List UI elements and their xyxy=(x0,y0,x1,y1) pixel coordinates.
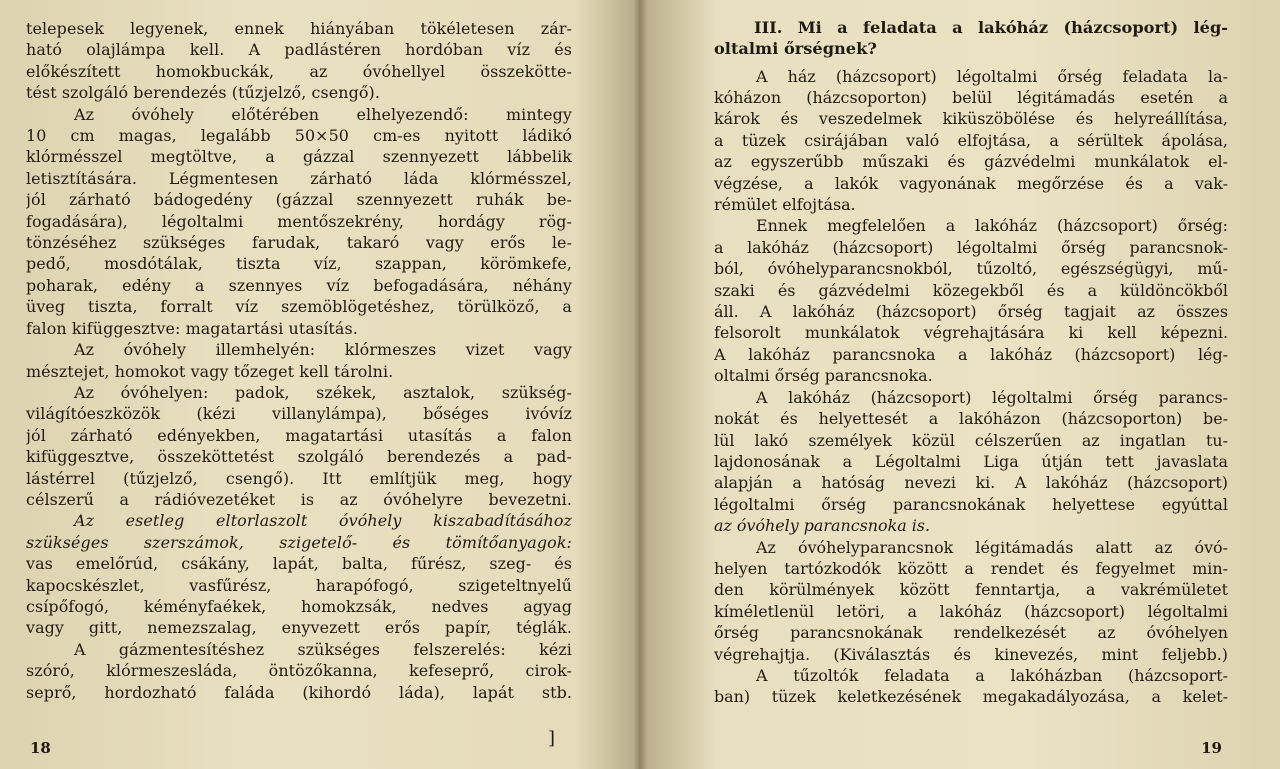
text-line: klórmésszel megtöltve, a gázzal szennyezett lábbelik xyxy=(26,147,572,167)
text-line: előkészített homokbuckák, az óvóhellyel összekötte- xyxy=(26,61,572,81)
text-line: letisztítására. Légmentesen zárható láda klórmésszel, xyxy=(26,168,572,188)
text-line: tönzéséhez szükséges farudak, takaró vagy erős le- xyxy=(26,233,572,253)
text-line: szaki és gázvédelmi közegekből és a küldöncökből xyxy=(714,280,1228,300)
text-line: alapján a hatóság nevezi ki. A lakóház (házcsoport) xyxy=(714,473,1228,493)
text-line: A tűzoltók feladata a lakóházban (házcsoport- xyxy=(756,665,1228,685)
page-number: 19 xyxy=(1201,739,1222,757)
text-line: poharak, edény a szennyes víz befogadására, néhány xyxy=(26,275,572,295)
text-line: a tüzek csirájában való elfojtása, a sérültek ápolása, xyxy=(714,130,1228,150)
text-line: Az óvóhelyen: padok, székek, asztalok, szükség- xyxy=(74,382,572,402)
text-line: szükséges szerszámok, szigetelő- és tömítőanyagok: xyxy=(26,532,572,552)
text-line: oltalmi őrség parancsnoka. xyxy=(714,366,933,386)
text-line: ból, óvóhelyparancsnokból, tűzoltó, egészségügyi, mű- xyxy=(714,259,1228,279)
text-line: den körülmények között fenntartja, a vakrémületet xyxy=(714,580,1228,600)
text-line: ban) tüzek keletkezésének megakadályozása, a kelet- xyxy=(714,687,1228,707)
text-line: kíméletlenül letöri, a lakóház (házcsoport) légoltalmi xyxy=(714,601,1228,621)
text-line: szóró, klórmeszesláda, öntözőkanna, kefeseprő, cirok- xyxy=(26,661,572,681)
text-line: károk és veszedelmek kiküszöbölése és helyreállítása, xyxy=(714,109,1228,129)
text-line: ható olajlámpa kell. A padlástéren hordóban víz és xyxy=(26,40,572,60)
text-line: üveg tiszta, forralt víz szemöblögetéshez, törülköző, a xyxy=(26,297,572,317)
left-page-text xyxy=(26,18,572,703)
text-line: az egyszerűbb műszaki és gázvédelmi munkálatok el- xyxy=(714,152,1228,172)
heading-line: oltalmi őrségnek? xyxy=(714,38,877,58)
text-line: A lakóház parancsnoka a lakóház (házcsoport) lég- xyxy=(714,344,1228,364)
section-heading xyxy=(714,18,1228,60)
text-line: jól zárható bádogedény (gázzal szennyezett ruhák be- xyxy=(26,190,572,210)
text-line: mésztejet, homokot vagy tőzeget kell tárolni. xyxy=(26,361,394,381)
text-line: felsorolt munkálatok végrehajtására ki kell képezni. xyxy=(714,323,1228,343)
text-line: lástérrel (tűzjelző, csengő). Itt említjük meg, hogy xyxy=(26,468,572,488)
text-line: fogadására), légoltalmi mentőszekrény, hordágy rög- xyxy=(26,211,572,231)
text-line: pedő, mosdótálak, tiszta víz, szappan, körömkefe, xyxy=(26,254,572,274)
text-line: áll. A lakóház (házcsoport) őrség tagjait az összes xyxy=(714,302,1228,322)
text-line: seprő, hordozható faláda (kihordó láda), lapát stb. xyxy=(26,682,572,702)
text-line: végrehajtja. (Kiválasztás és kinevezés, mint feljebb.) xyxy=(714,644,1228,664)
text-line: az óvóhely parancsnoka is. xyxy=(714,516,931,536)
text-line: csípőfogó, kéményfaékek, homokzsák, nedves agyag xyxy=(26,596,572,616)
text-line: A ház (házcsoport) légoltalmi őrség feladata la- xyxy=(756,66,1228,86)
text-line: végzése, a lakók vagyonának megőrzése és a vak- xyxy=(714,173,1228,193)
heading-line: III. Mi a feladata a lakóház (házcsoport) lég- xyxy=(754,18,1228,37)
text-line: világítóeszközök (kézi villanylámpa), bőséges ivóvíz xyxy=(26,404,572,424)
text-line: helyen tartózkodók között a rendet és fegyelmet min- xyxy=(714,558,1228,578)
right-page xyxy=(640,0,1280,769)
right-page-text xyxy=(714,66,1228,708)
text-line: Az esetleg eltorlaszolt óvóhely kiszabadításához xyxy=(74,511,572,531)
text-line: kóházon (házcsoporton) belül légitámadás esetén a xyxy=(714,88,1228,107)
text-line: A gázmentesítéshez szükséges felszerelés: kézi xyxy=(74,639,572,659)
text-line: kifüggesztve, összeköttetést szolgáló berendezés a pad- xyxy=(26,447,572,467)
text-line: vas emelőrúd, csákány, lapát, balta, fűrész, szeg- és xyxy=(26,554,572,574)
text-line: Az óvóhelyparancsnok légitámadás alatt az óvó- xyxy=(756,537,1228,557)
text-line: kapocskészlet, vasfűrész, harapófogó, szigeteltnyelű xyxy=(26,575,572,595)
text-line: Az óvóhely illemhelyén: klórmeszes vizet vagy xyxy=(74,340,572,360)
page-number: 18 xyxy=(30,739,51,757)
text-line: telepesek legyenek, ennek hiányában tökéletesen zár- xyxy=(26,19,572,38)
bracket-mark: ] xyxy=(548,728,556,749)
text-line: vagy gitt, nemezszalag, enyvezett erős papír, téglák. xyxy=(26,618,572,638)
text-line: Az óvóhely előtérében elhelyezendő: mintegy xyxy=(74,104,572,124)
text-line: őrség parancsnokának rendelkezését az óvóhelyen xyxy=(714,623,1228,643)
text-line: Ennek megfelelően a lakóház (házcsoport) őrség: xyxy=(756,216,1228,236)
text-line: falon kifüggesztve: magatartási utasítás. xyxy=(26,318,358,338)
text-line: nokát és helyettesét a lakóházon (házcsoporton) be- xyxy=(714,409,1228,429)
text-line: célszerű a rádióvezetéket is az óvóhelyre bevezetni. xyxy=(26,489,572,509)
text-line: a lakóház (házcsoport) légoltalmi őrség parancsnok- xyxy=(714,237,1228,257)
text-line: légoltalmi őrség parancsnokának helyettese egyúttal xyxy=(714,494,1228,514)
text-line: lül lakó személyek közül célszerűen az ingatlan tu- xyxy=(714,430,1228,450)
text-line: A lakóház (házcsoport) légoltalmi őrség parancs- xyxy=(756,387,1228,407)
text-line: lajdonosának a Légoltalmi Liga útján tett javaslata xyxy=(714,451,1228,471)
text-line: 10 cm magas, legalább 50×50 cm-es nyitott ládikó xyxy=(26,126,572,146)
text-line: jól zárható edényekben, magatartási utasítás a falon xyxy=(26,425,572,445)
text-line: rémület elfojtása. xyxy=(714,195,856,215)
text-line: tést szolgáló berendezés (tűzjelző, csengő). xyxy=(26,83,381,103)
